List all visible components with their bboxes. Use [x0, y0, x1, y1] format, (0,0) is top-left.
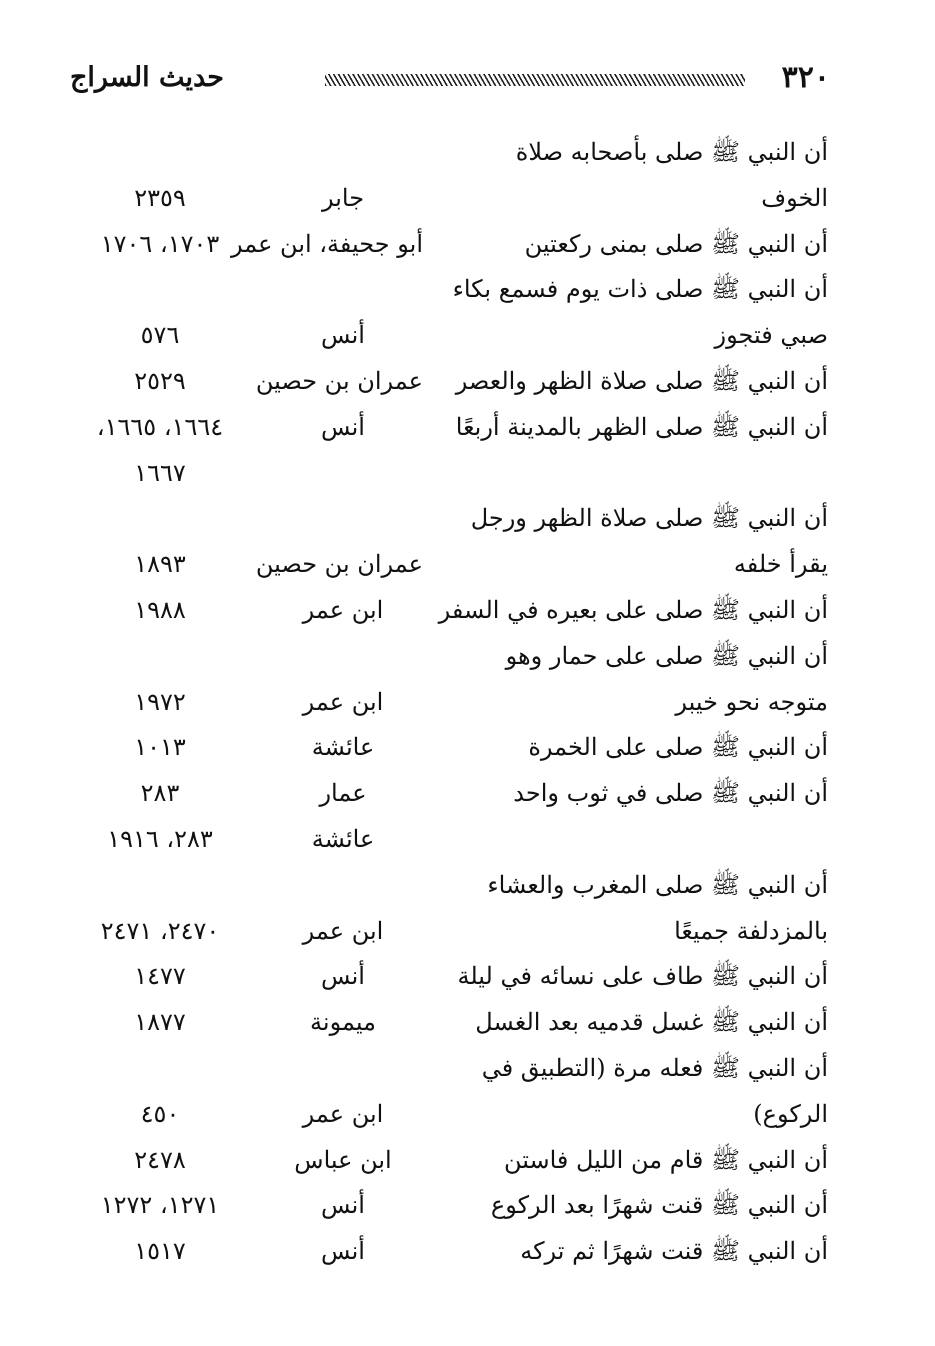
header-rule — [325, 74, 745, 86]
narrator-name: أنس — [321, 1237, 365, 1266]
index-row — [80, 1092, 828, 1138]
hadith-text: أن النبي ﷺ قنت شهرًا بعد الركوع — [490, 1191, 828, 1220]
narrator-name: عمران بن حصين — [255, 550, 423, 579]
hadith-number: ١٤٧٧ — [134, 962, 186, 991]
index-row — [80, 1138, 828, 1184]
hadith-number: ١٧٠٣، ١٧٠٦ — [100, 229, 220, 258]
narrator-name: ابن عمر — [302, 687, 384, 716]
index-row — [80, 588, 828, 634]
hadith-number: ٥٧٦ — [140, 321, 180, 350]
narrator-name: ابن عمر — [302, 595, 384, 624]
hadith-number: ٢٨٣ — [140, 779, 180, 808]
index-row — [80, 954, 828, 1000]
narrator-name: أنس — [321, 962, 365, 991]
hadith-text: أن النبي ﷺ غسل قدميه بعد الغسل — [475, 1008, 828, 1037]
hadith-text: أن النبي ﷺ صلى صلاة الظهر والعصر — [455, 366, 828, 395]
index-row — [80, 313, 828, 359]
hadith-text: أن النبي ﷺ صلى الظهر بالمدينة أربعًا — [455, 412, 828, 441]
page-number: ٣٢٠ — [781, 60, 830, 95]
index-row — [80, 451, 828, 497]
index-row — [80, 1183, 828, 1229]
hadith-text: بالمزدلفة جميعًا — [674, 916, 828, 945]
hadith-text: أن النبي ﷺ قام من الليل فاستن — [503, 1145, 828, 1174]
hadith-text: صبي فتجوز — [714, 321, 828, 350]
hadith-text: الخوف — [761, 183, 828, 212]
index-row — [80, 222, 828, 268]
index-row — [80, 359, 828, 405]
index-row — [80, 130, 828, 176]
hadith-number: ١٨٩٣ — [134, 550, 186, 579]
narrator-name: ابن عباس — [294, 1145, 392, 1174]
page-header — [70, 60, 830, 100]
narrator-name: أنس — [321, 412, 365, 441]
narrator-name: جابر — [321, 183, 365, 212]
index-table — [80, 130, 828, 1275]
hadith-number: ٢٤٧٠، ٢٤٧١ — [100, 916, 220, 945]
hadith-number: ٤٥٠ — [140, 1099, 180, 1128]
index-row — [80, 542, 828, 588]
index-row — [80, 771, 828, 817]
hadith-text: أن النبي ﷺ قنت شهرًا ثم تركه — [520, 1237, 828, 1266]
narrator-name: ميمونة — [310, 1008, 376, 1037]
index-row — [80, 680, 828, 726]
hadith-number: ١٩٨٨ — [134, 595, 186, 624]
hadith-number: ١٩٧٢ — [134, 687, 186, 716]
hadith-number: ٢٨٣، ١٩١٦ — [107, 824, 213, 853]
hadith-number: ٢٣٥٩ — [134, 183, 186, 212]
hadith-text: الركوع) — [753, 1099, 828, 1128]
narrator-name: عمار — [319, 779, 367, 808]
index-row — [80, 863, 828, 909]
narrator-name: أنس — [321, 1191, 365, 1220]
hadith-number: ١٢٧١، ١٢٧٢ — [100, 1191, 220, 1220]
hadith-text: يقرأ خلفه — [733, 550, 828, 579]
hadith-text: أن النبي ﷺ صلى على بعيره في السفر — [438, 595, 828, 624]
index-row — [80, 405, 828, 451]
hadith-number: ٢٤٧٨ — [134, 1145, 186, 1174]
index-row — [80, 496, 828, 542]
narrator-name: أنس — [321, 321, 365, 350]
hadith-text: أن النبي ﷺ صلى ذات يوم فسمع بكاء — [452, 275, 828, 304]
narrator-name: عائشة — [311, 824, 375, 853]
index-row — [80, 176, 828, 222]
narrator-name: ابن عمر — [302, 1099, 384, 1128]
hadith-number: ١٦٦٧ — [134, 458, 186, 487]
hadith-number: ١٨٧٧ — [134, 1008, 186, 1037]
narrator-name: عائشة — [311, 733, 375, 762]
hadith-text: أن النبي ﷺ صلى المغرب والعشاء — [487, 870, 828, 899]
index-row — [80, 725, 828, 771]
index-row — [80, 1229, 828, 1275]
hadith-text: أن النبي ﷺ طاف على نسائه في ليلة — [457, 962, 828, 991]
hadith-text: متوجه نحو خيبر — [675, 687, 828, 716]
hadith-text: أن النبي ﷺ صلى بمنى ركعتين — [524, 229, 828, 258]
index-row — [80, 1000, 828, 1046]
hadith-text: أن النبي ﷺ صلى على الخمرة — [528, 733, 828, 762]
hadith-text: أن النبي ﷺ صلى بأصحابه صلاة — [515, 138, 828, 166]
index-row — [80, 817, 828, 863]
hadith-text: أن النبي ﷺ صلى في ثوب واحد — [513, 779, 828, 808]
narrator-name: عمران بن حصين — [255, 366, 423, 395]
hadith-text: أن النبي ﷺ صلى على حمار وهو — [505, 641, 828, 670]
index-row — [80, 267, 828, 313]
index-row — [80, 634, 828, 680]
hadith-number: ١٦٦٤، ١٦٦٥، — [96, 412, 224, 441]
narrator-name: أبو جحيفة، ابن عمر — [230, 229, 423, 258]
hadith-text: أن النبي ﷺ فعله مرة (التطبيق في — [481, 1053, 828, 1082]
index-row — [80, 909, 828, 955]
hadith-text: أن النبي ﷺ صلى صلاة الظهر ورجل — [470, 504, 828, 533]
hadith-number: ١٥١٧ — [134, 1237, 186, 1266]
narrator-name: ابن عمر — [302, 916, 384, 945]
hadith-number: ٢٥٢٩ — [134, 366, 186, 395]
index-row — [80, 1046, 828, 1092]
running-title: حديث السراج — [70, 62, 224, 93]
hadith-number: ١٠١٣ — [134, 733, 186, 762]
